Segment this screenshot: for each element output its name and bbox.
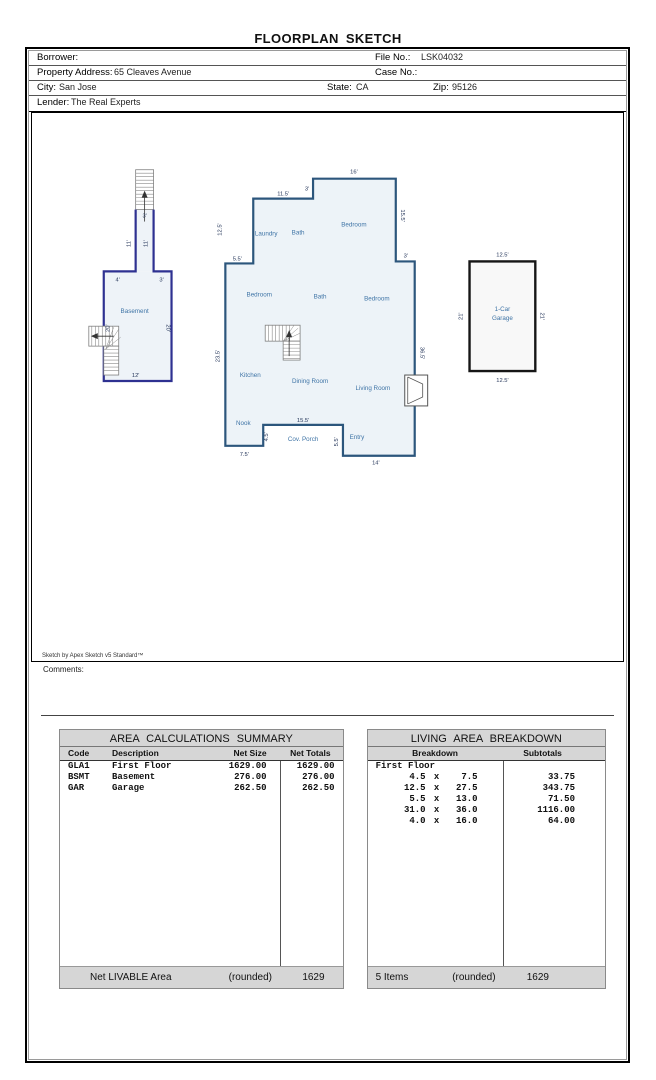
items-count-label: 5 Items (375, 972, 409, 983)
lender-value: The Real Experts (71, 97, 141, 107)
page-title: FLOORPLAN SKETCH (254, 31, 402, 46)
col-net-totals: Net Totals (290, 748, 331, 758)
table-row (368, 794, 605, 805)
garage-structure (459, 252, 545, 384)
table-row (368, 805, 605, 816)
dim-upper-left: 11.5' (277, 191, 290, 198)
table-row (368, 783, 605, 794)
cell-subtotal: 1116.00 (537, 805, 575, 815)
room-label-porch: Cov. Porch (287, 435, 319, 443)
header-row-lender (29, 96, 626, 112)
table-row (368, 816, 605, 827)
city-label: City: (37, 82, 56, 93)
cell-subtotal: 71.50 (547, 794, 575, 804)
city-value: San Jose (59, 82, 97, 92)
lender-label: Lender: (37, 97, 70, 108)
first-floor-structure (215, 170, 427, 467)
dim-left-lower: 23.5' (215, 349, 222, 363)
basement-top-left-dim: 4' (115, 277, 120, 284)
cell-net-total: 262.50 (302, 783, 335, 793)
cell-code: BSMT (68, 772, 90, 782)
area-calculations-table (59, 729, 344, 989)
area-calculations-title: AREA CALCULATIONS SUMMARY (60, 730, 343, 747)
times-sign: x (433, 783, 440, 793)
area-calculations-headers (60, 747, 343, 761)
col-breakdown: Breakdown (412, 748, 458, 758)
cell-dim-b: 7.5 (461, 772, 478, 782)
header-row-borrower (29, 51, 626, 66)
area-calculations-body (60, 761, 343, 966)
basement-structure (89, 170, 172, 381)
first-floor-walls (225, 179, 414, 456)
col-description: Description (112, 748, 159, 758)
basement-top-right-dim: 3' (159, 277, 164, 284)
living-area-total: 1629 (526, 972, 549, 983)
basement-stairs-icon (89, 326, 121, 375)
living-area-body (368, 761, 605, 966)
living-area-headers (368, 747, 605, 761)
floorplan-drawing (32, 113, 627, 658)
cell-dim-a: 12.5 (403, 783, 426, 793)
header-row-address (29, 66, 626, 81)
room-label-living: Living Room (355, 384, 391, 392)
net-livable-label: Net LIVABLE Area (90, 972, 172, 983)
borrower-label: Borrower: (37, 52, 79, 63)
basement-corridor-right-dim: 11' (143, 239, 150, 248)
living-area-title: LIVING AREA BREAKDOWN (368, 730, 605, 747)
calculation-tables (59, 729, 606, 989)
room-label-bath-mid: Bath (313, 293, 327, 301)
header-row-city (29, 81, 626, 96)
area-calculations-footer (60, 966, 343, 988)
cell-subtotal: 343.75 (542, 783, 575, 793)
room-label-bedroom-top: Bedroom (341, 221, 367, 229)
dim-porch-width: 15.5' (296, 417, 310, 424)
dim-porch-left: 4.5' (264, 432, 271, 442)
dim-right-step: 3' (403, 253, 408, 260)
file-no-value: LSK04032 (421, 52, 464, 62)
dim-bottom-right: 14' (372, 460, 380, 467)
room-label-kitchen: Kitchen (239, 372, 261, 380)
table-column-divider (503, 761, 504, 988)
cell-dim-a: 31.0 (403, 805, 426, 815)
col-code: Code (68, 748, 90, 758)
times-sign: x (433, 816, 440, 826)
garage-bottom-dim: 12.5' (496, 378, 509, 385)
dim-porch-right: 5.5' (333, 437, 340, 447)
garage-right-dim: 21' (538, 312, 545, 320)
comments-divider (41, 715, 614, 716)
bay-window-icon (405, 375, 428, 406)
document-page (25, 47, 630, 1063)
property-address-label: Property Address: (37, 67, 113, 78)
cell-net-size: 262.50 (234, 783, 267, 793)
room-label-nook: Nook (235, 419, 251, 427)
apex-sketch-credit: Sketch by Apex Sketch v5 Standard™ (42, 653, 144, 659)
table-column-divider (280, 761, 281, 988)
cell-code: GLA1 (68, 761, 90, 771)
room-label-dining: Dining Room (291, 378, 329, 386)
room-label-laundry: Laundry (254, 230, 278, 238)
file-no-label: File No.: (375, 52, 411, 63)
cell-dim-a: 4.5 (409, 772, 426, 782)
cell-dim-b: 13.0 (455, 794, 478, 804)
basement-right-dim: 20' (164, 324, 171, 332)
dim-bottom-left: 7.5' (239, 451, 249, 458)
dim-right-upper: 15.5' (398, 209, 405, 222)
room-label-bath-upper: Bath (291, 229, 305, 237)
state-label: State: (327, 82, 352, 93)
cell-desc: Basement (112, 772, 156, 782)
garage-left-dim: 21' (458, 312, 465, 320)
cell-net-size: 276.00 (234, 772, 267, 782)
cell-net-size: 1629.00 (228, 761, 267, 771)
rounded-label: (rounded) (228, 972, 272, 983)
room-label-basement: Basement (120, 308, 149, 316)
cell-desc: Garage (112, 783, 145, 793)
cell-desc: First Floor (112, 761, 172, 771)
living-area-table (367, 729, 606, 989)
cell-dim-b: 16.0 (455, 816, 478, 826)
living-area-footer (368, 966, 605, 988)
property-header (29, 51, 626, 112)
room-label-bedroom-right: Bedroom (364, 295, 390, 303)
cell-dim-a: 5.5 (409, 794, 426, 804)
table-row (60, 761, 343, 772)
state-value: CA (356, 82, 369, 92)
property-address-value: 65 Cleaves Avenue (114, 67, 192, 77)
cell-subtotal: 33.75 (547, 772, 575, 782)
room-label-bedroom-left: Bedroom (246, 291, 272, 299)
net-livable-total: 1629 (302, 972, 325, 983)
basement-corridor-left-dim: 11' (126, 239, 133, 248)
room-label-garage-line1: 1-Car (494, 306, 511, 314)
dim-right-lower: 36.5' (418, 346, 425, 360)
cell-code: GAR (68, 783, 85, 793)
times-sign: x (433, 772, 440, 782)
basement-stair-dim: 3' (142, 213, 147, 220)
room-label-entry: Entry (349, 433, 365, 441)
cell-subtotal: 64.00 (547, 816, 575, 826)
rounded-label: (rounded) (452, 972, 496, 983)
room-label-garage-line2: Garage (491, 315, 513, 323)
dim-top: 16' (350, 169, 358, 176)
times-sign: x (433, 805, 440, 815)
group-label: First Floor (375, 761, 435, 771)
cell-dim-b: 27.5 (455, 783, 478, 793)
dim-step-top: 3' (304, 186, 310, 193)
times-sign: x (433, 794, 440, 804)
cell-dim-b: 36.0 (455, 805, 478, 815)
dim-left-step: 5.5' (232, 256, 242, 263)
case-no-label: Case No.: (375, 67, 418, 78)
zip-label: Zip: (433, 82, 449, 93)
garage-top-dim: 12.5' (496, 252, 509, 259)
comments-label: Comments: (43, 665, 84, 674)
dim-left-upper: 12.5' (217, 223, 224, 236)
basement-left-dim: 20' (105, 324, 112, 332)
table-row (60, 783, 343, 794)
table-row (60, 772, 343, 783)
floorplan-sketch-area (31, 112, 624, 662)
cell-dim-a: 4.0 (409, 816, 426, 826)
table-row (368, 772, 605, 783)
cell-net-total: 276.00 (302, 772, 335, 782)
cell-net-total: 1629.00 (296, 761, 335, 771)
col-net-size: Net Size (233, 748, 267, 758)
zip-value: 95126 (452, 82, 478, 92)
page-inner-border (28, 50, 627, 1060)
table-group-row (368, 761, 605, 772)
basement-bottom-dim: 12' (131, 373, 140, 380)
col-subtotals: Subtotals (523, 748, 562, 758)
